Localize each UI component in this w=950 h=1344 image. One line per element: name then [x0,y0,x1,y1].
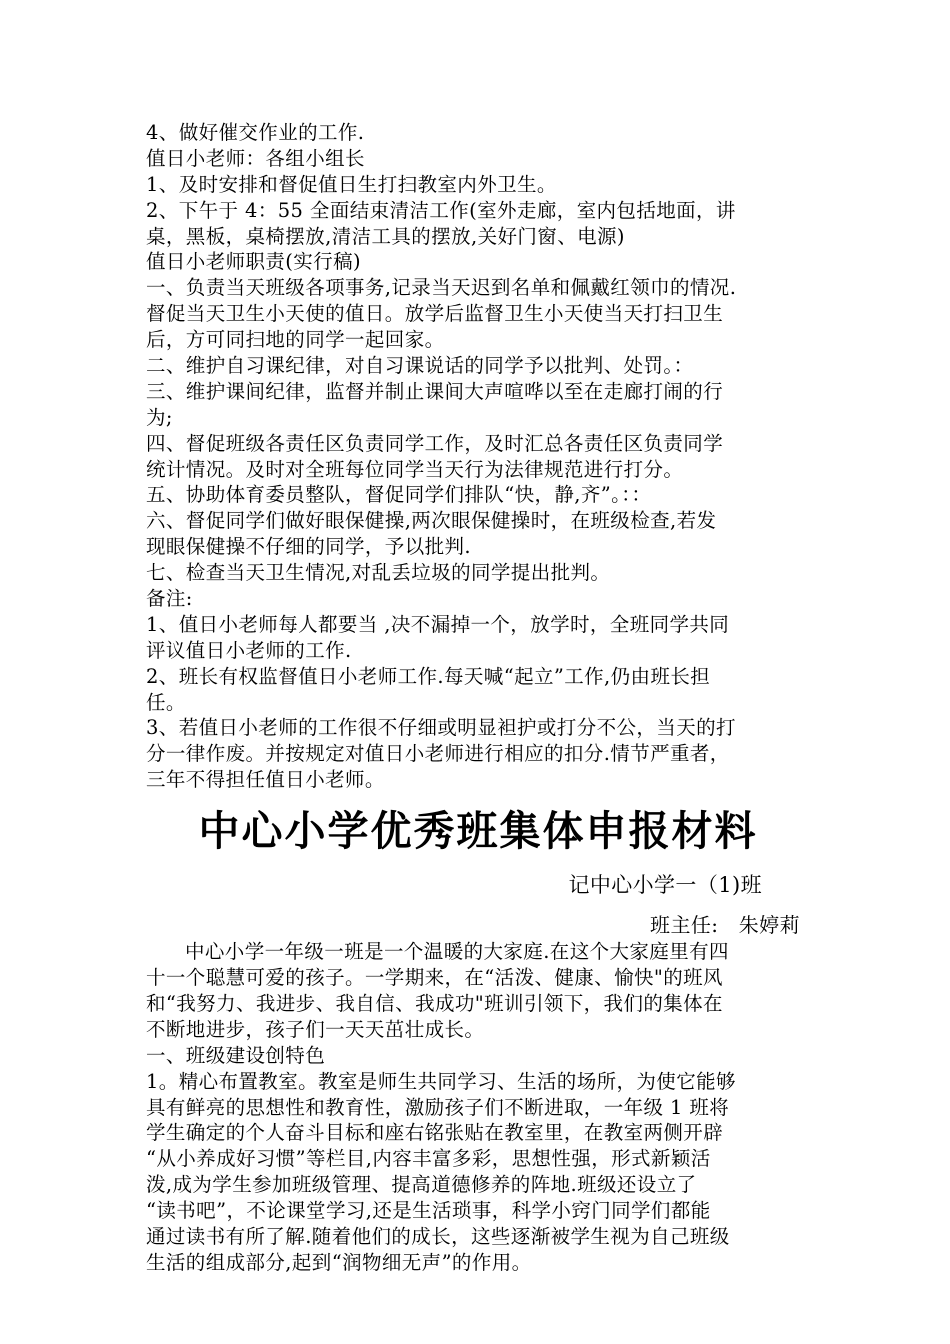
text-line: 学生确定的个人奋斗目标和座右铭张贴在教室里，在教室两侧开辟 [146,1121,724,1145]
class-subtitle [146,865,810,905]
text-line: 生活的组成部分,起到“润物细无声”的作用。 [146,1250,532,1274]
class-subtitle-text: 记中心小学一（1)班 [568,873,762,898]
text-line: 通过读书有所了解.随着他们的成长，这些逐渐被学生视为自己班级 [146,1224,730,1248]
text-line: 评议值日小老师的工作. [146,638,352,662]
text-line: 备注: [146,587,193,611]
text-line: 1、值日小老师每人都要当 ,决不漏掉一个，放学时，全班同学共同 [146,612,730,636]
text-line: 六、督促同学们做好眼保健操,两次眼保健操时，在班级检查,若发 [146,509,717,533]
text-line: 具有鲜亮的思想性和教育性，激励孩子们不断进取，一年级 1 班将 [146,1095,730,1119]
text-line: 五、协助体育委员整队，督促同学们排队“快，静,齐”。：： [146,483,652,507]
text-line: 统计情况。及时对全班每位同学当天行为法律规范进行打分。 [146,457,684,481]
text-line: “读书吧”，不论课堂学习,还是生活琐事，科学小窍门同学们都能 [146,1199,711,1223]
text-line: 泼,成为学生参加班级管理、提高道德修养的阵地.班级还设立了 [146,1173,697,1197]
teacher-line [146,905,810,939]
text-line: 和“我努力、我进步、我自信、我成功"班训引领下，我们的集体在 [146,991,723,1015]
text-line: 任。 [146,690,186,714]
text-line: 中心小学一年级一班是一个温暖的大家庭.在这个大家庭里有四 [185,940,729,964]
text-line: 七、检查当天卫生情况,对乱丢垃圾的同学提出批判。 [146,561,611,585]
text-line: 1、及时安排和督促值日生打扫教室内外卫生。 [146,172,557,196]
text-line: 不断地进步，孩子们一天天茁壮成长。 [146,1017,485,1041]
text-line: 一、负责当天班级各项事务,记录当天迟到名单和佩戴红领巾的情况. [146,276,737,300]
teacher-text: 班主任: 朱婷莉 [650,913,800,938]
text-line: 后，方可同扫地的同学一起回家。 [146,328,445,352]
text-line: 桌，黑板，桌椅摆放,清洁工具的摆放,关好门窗、电源) [146,224,625,248]
text-line: 3、若值日小老师的工作很不仔细或明显袒护或打分不公，当天的打 [146,716,736,740]
text-line: 值日小老师：各组小组长 [146,146,365,170]
document-title: 中心小学优秀班集体申报材料 [198,807,758,856]
text-line: 现眼保健操不仔细的同学，予以批判. [146,535,471,559]
text-line: 分一律作废。并按规定对值日小老师进行相应的扣分.情节严重者， [146,742,730,766]
text-line: 二、维护自习课纪律，对自习课说话的同学予以批判、处罚。： [146,354,694,378]
text-line: 值日小老师职责(实行稿) [146,250,362,274]
text-line: 1。精心布置教室。教室是师生共同学习、生活的场所，为使它能够 [146,1069,736,1093]
text-line: 2、下午于 4：55 全面结束清洁工作(室外走廊，室内包括地面，讲 [146,198,736,222]
class-report-section [146,939,810,1276]
text-line: 三年不得担任值日小老师。 [146,768,385,792]
text-line: 督促当天卫生小天使的值日。放学后监督卫生小天使当天打扫卫生 [146,302,724,326]
text-line: 4、做好催交作业的工作. [146,121,365,144]
text-line: 一、班级建设创特色 [146,1043,326,1067]
text-line: 三、维护课间纪律，监督并制止课间大声喧哗以至在走廊打闹的行 [146,379,724,403]
text-line: “从小养成好习惯”等栏目,内容丰富多彩，思想性强，形式新颖活 [146,1147,711,1171]
duty-rules-section [146,120,810,793]
text-line: 为; [146,405,173,429]
text-line: 2、班长有权监督值日小老师工作.每天喊“起立”工作,仍由班长担 [146,664,711,688]
document-body [146,120,810,1276]
text-line: 四、督促班级各责任区负责同学工作，及时汇总各责任区负责同学 [146,431,724,455]
text-line: 十一个聪慧可爱的孩子。一学期来，在“活泼、健康、愉快"的班风 [146,966,723,990]
